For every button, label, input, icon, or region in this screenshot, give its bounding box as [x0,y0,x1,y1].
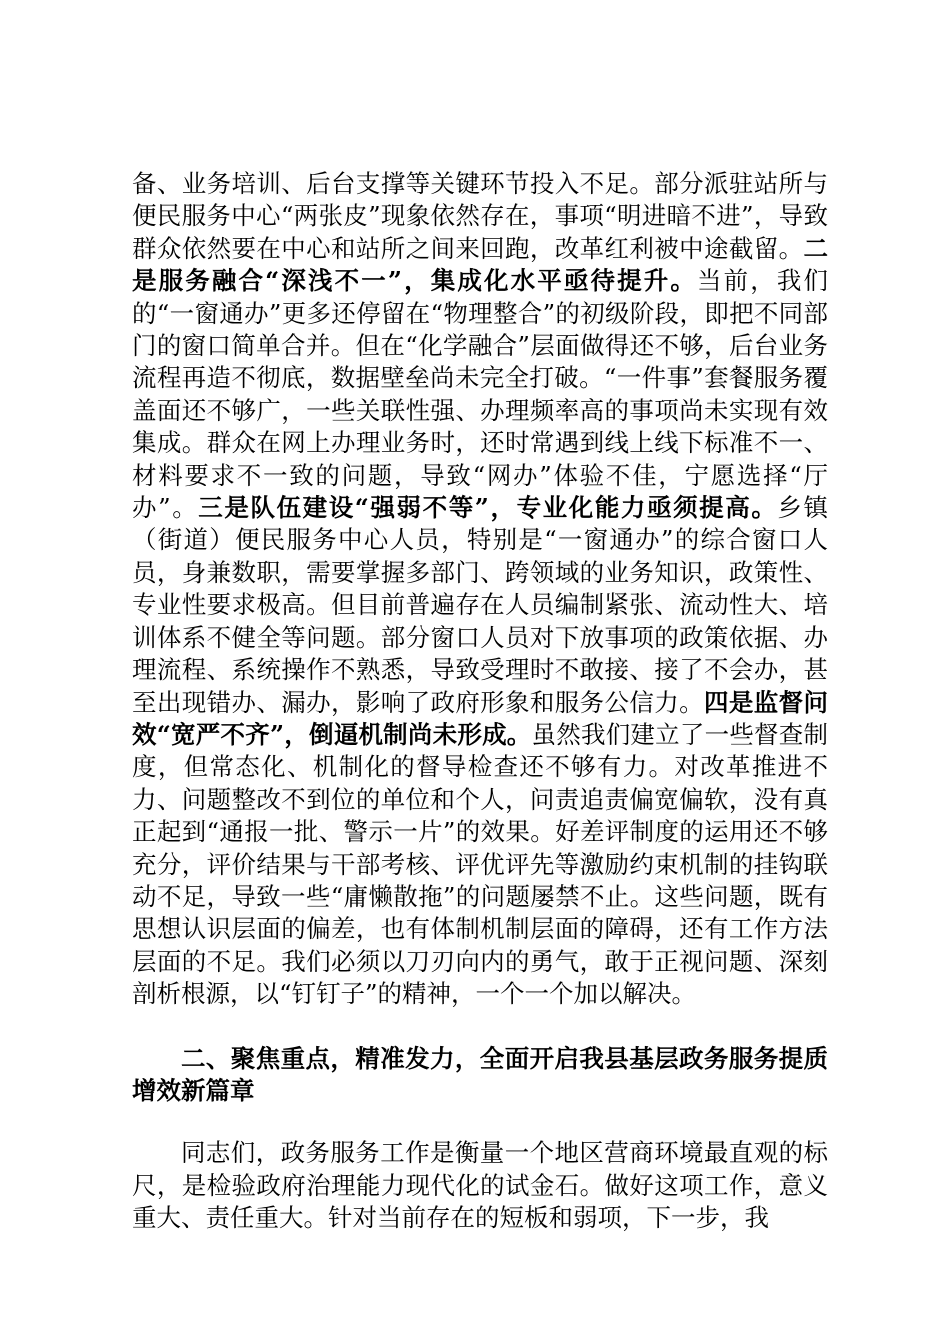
document-body [132,168,828,1235]
paragraph-text: 备、业务培训、后台支撑等关键环节投入不足。部分派驻站所与便民服务中心“两张皮”现象依然存在，事项“明进暗不进”，导致群众依然要在中心和站所之间来回跑，改革红利被中途截留。 [132,169,828,263]
body-paragraph-intro: 同志们，政务服务工作是衡量一个地区营商环境最直观的标尺，是检验政府治理能力现代化的试金石。做好这项工作，意义重大、责任重大。针对当前存在的短板和弱项，下一步，我 [132,1138,828,1233]
paragraph-text: 当前，我们的“一窗通办”更多还停留在“物理整合”的初级阶段，即把不同部门的窗口简单合并。但在“化学融合”层面做得还不够，后台业务流程再造不彻底，数据壁垒尚未完全打破。“一件事”套餐服务覆盖面还不够广，一些关联性强、办理频率高的事项尚未实现有效集成。群众在网上办理业务时，还时常遇到线上线下标准不一、材料要求不一致的问题，导致“网办”体验不佳，宁愿选择“厅办”。 [132,266,829,523]
point-four-heading: 四是监督问效“宽严不齐”，倒逼机制尚未形成。 [132,687,829,749]
point-two-heading: 二是服务融合“深浅不一”，集成化水平亟待提升。 [132,233,828,296]
point-three-heading: 三是队伍建设“强弱不等”，专业化能力亟须提高。 [198,493,778,523]
paragraph-text: 虽然我们建立了一些督查制度，但常态化、机制化的督导检查还不够有力。对改革推进不力、问题整改不到位的单位和个人，问责追责偏宽偏软，没有真正起到“通报一批、警示一片”的效果。好差评制度的运用还不够充分，评价结果与干部考核、评优评先等激励约束机制的挂钩联动不足，导致一些“庸懒散拖”的问题屡禁不止。这些问题，既有思想认识层面的偏差，也有体制机制层面的障碍，还有工作方法层面的不足。我们必须以刀刃向内的勇气，敢于正视问题、深刻剖析根源，以“钉钉子”的精神，一个一个加以解决。 [132,719,828,1009]
paragraph-text: 乡镇（街道）便民服务中心人员，特别是“一窗通办”的综合窗口人员，身兼数职，需要掌握多部门、跨领域的业务知识，政策性、专业性要求极高。但目前普遍存在人员编制紧张、流动性大、培训体系不健全等问题。部分窗口人员对下放事项的政策依据、办理流程、系统操作不熟悉，导致受理时不敢接、接了不会办，甚至出现错办、漏办，影响了政府形象和服务公信力。 [132,493,829,717]
section-heading: 二、聚焦重点，精准发力，全面开启我县基层政务服务提质增效新篇章 [132,1043,828,1105]
body-paragraph-problems [132,168,828,1011]
